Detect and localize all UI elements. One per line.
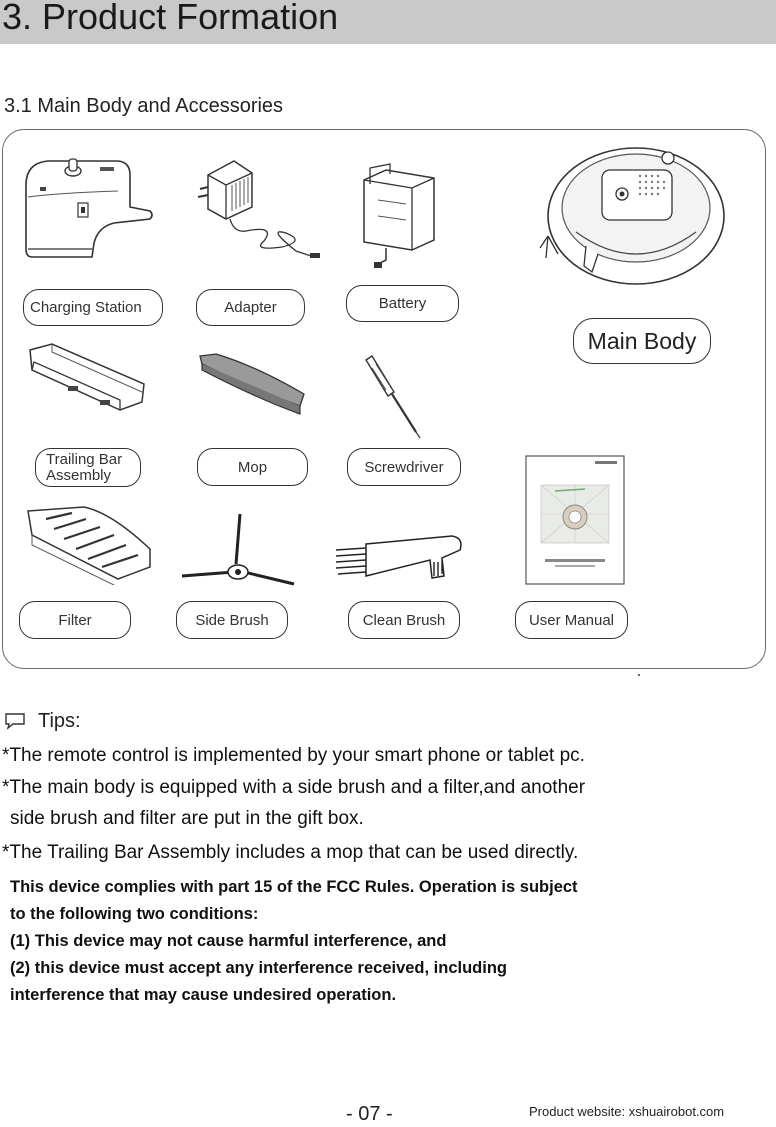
label-battery: Battery [346, 285, 459, 322]
fcc-line-4: (2) this device must accept any interference received, including [10, 959, 508, 977]
main-body-illustration [536, 136, 736, 296]
section-title: 3.1 Main Body and Accessories [4, 95, 284, 117]
tip-line-4: *The Trailing Bar Assembly includes a mop that can be used directly. [2, 842, 579, 863]
filter-illustration [22, 505, 157, 585]
tips-header [4, 708, 81, 734]
battery-illustration [356, 160, 446, 270]
label-user-manual: User Manual [515, 601, 628, 639]
adapter-illustration [186, 155, 326, 265]
label-trailing-bar-assembly [35, 448, 141, 487]
fcc-line-3: (1) This device may not cause harmful interference, and [10, 932, 447, 950]
label-trailing-bar-line1: Trailing Bar [46, 450, 123, 468]
label-charging-station: Charging Station [23, 289, 163, 326]
tip-line-3: side brush and filter are put in the gift box. [10, 808, 364, 829]
fcc-line-1: This device complies with part 15 of the FCC Rules. Operation is subject [10, 878, 578, 896]
label-screwdriver: Screwdriver [347, 448, 461, 486]
user-manual-illustration [525, 455, 625, 585]
label-filter: Filter [19, 601, 131, 639]
charging-station-illustration [18, 145, 158, 270]
fcc-line-5: interference that may cause undesired operation. [10, 986, 397, 1004]
tip-line-1: *The remote control is implemented by your smart phone or tablet pc. [2, 745, 585, 766]
product-website: Product website: xshuairobot.com [529, 1104, 725, 1119]
clean-brush-illustration [332, 528, 467, 583]
tips-label: Tips: [38, 709, 81, 732]
fcc-line-2: to the following two conditions: [10, 905, 259, 923]
label-main-body: Main Body [573, 318, 711, 364]
screwdriver-illustration [358, 352, 428, 442]
label-mop: Mop [197, 448, 308, 486]
label-adapter: Adapter [196, 289, 305, 326]
label-side-brush: Side Brush [176, 601, 288, 639]
trailing-bar-illustration [24, 340, 154, 420]
page-number: - 07 - [346, 1103, 393, 1125]
stray-dot [638, 674, 640, 676]
speech-bubble-icon [4, 712, 26, 730]
label-clean-brush: Clean Brush [348, 601, 460, 639]
mop-illustration [196, 350, 311, 420]
tip-line-2: *The main body is equipped with a side brush and a filter,and another [2, 777, 586, 798]
page-title: 3. Product Formation [2, 0, 339, 37]
label-trailing-bar-line2: Assembly [46, 466, 112, 484]
header-bar [0, 0, 776, 44]
side-brush-illustration [178, 510, 298, 590]
